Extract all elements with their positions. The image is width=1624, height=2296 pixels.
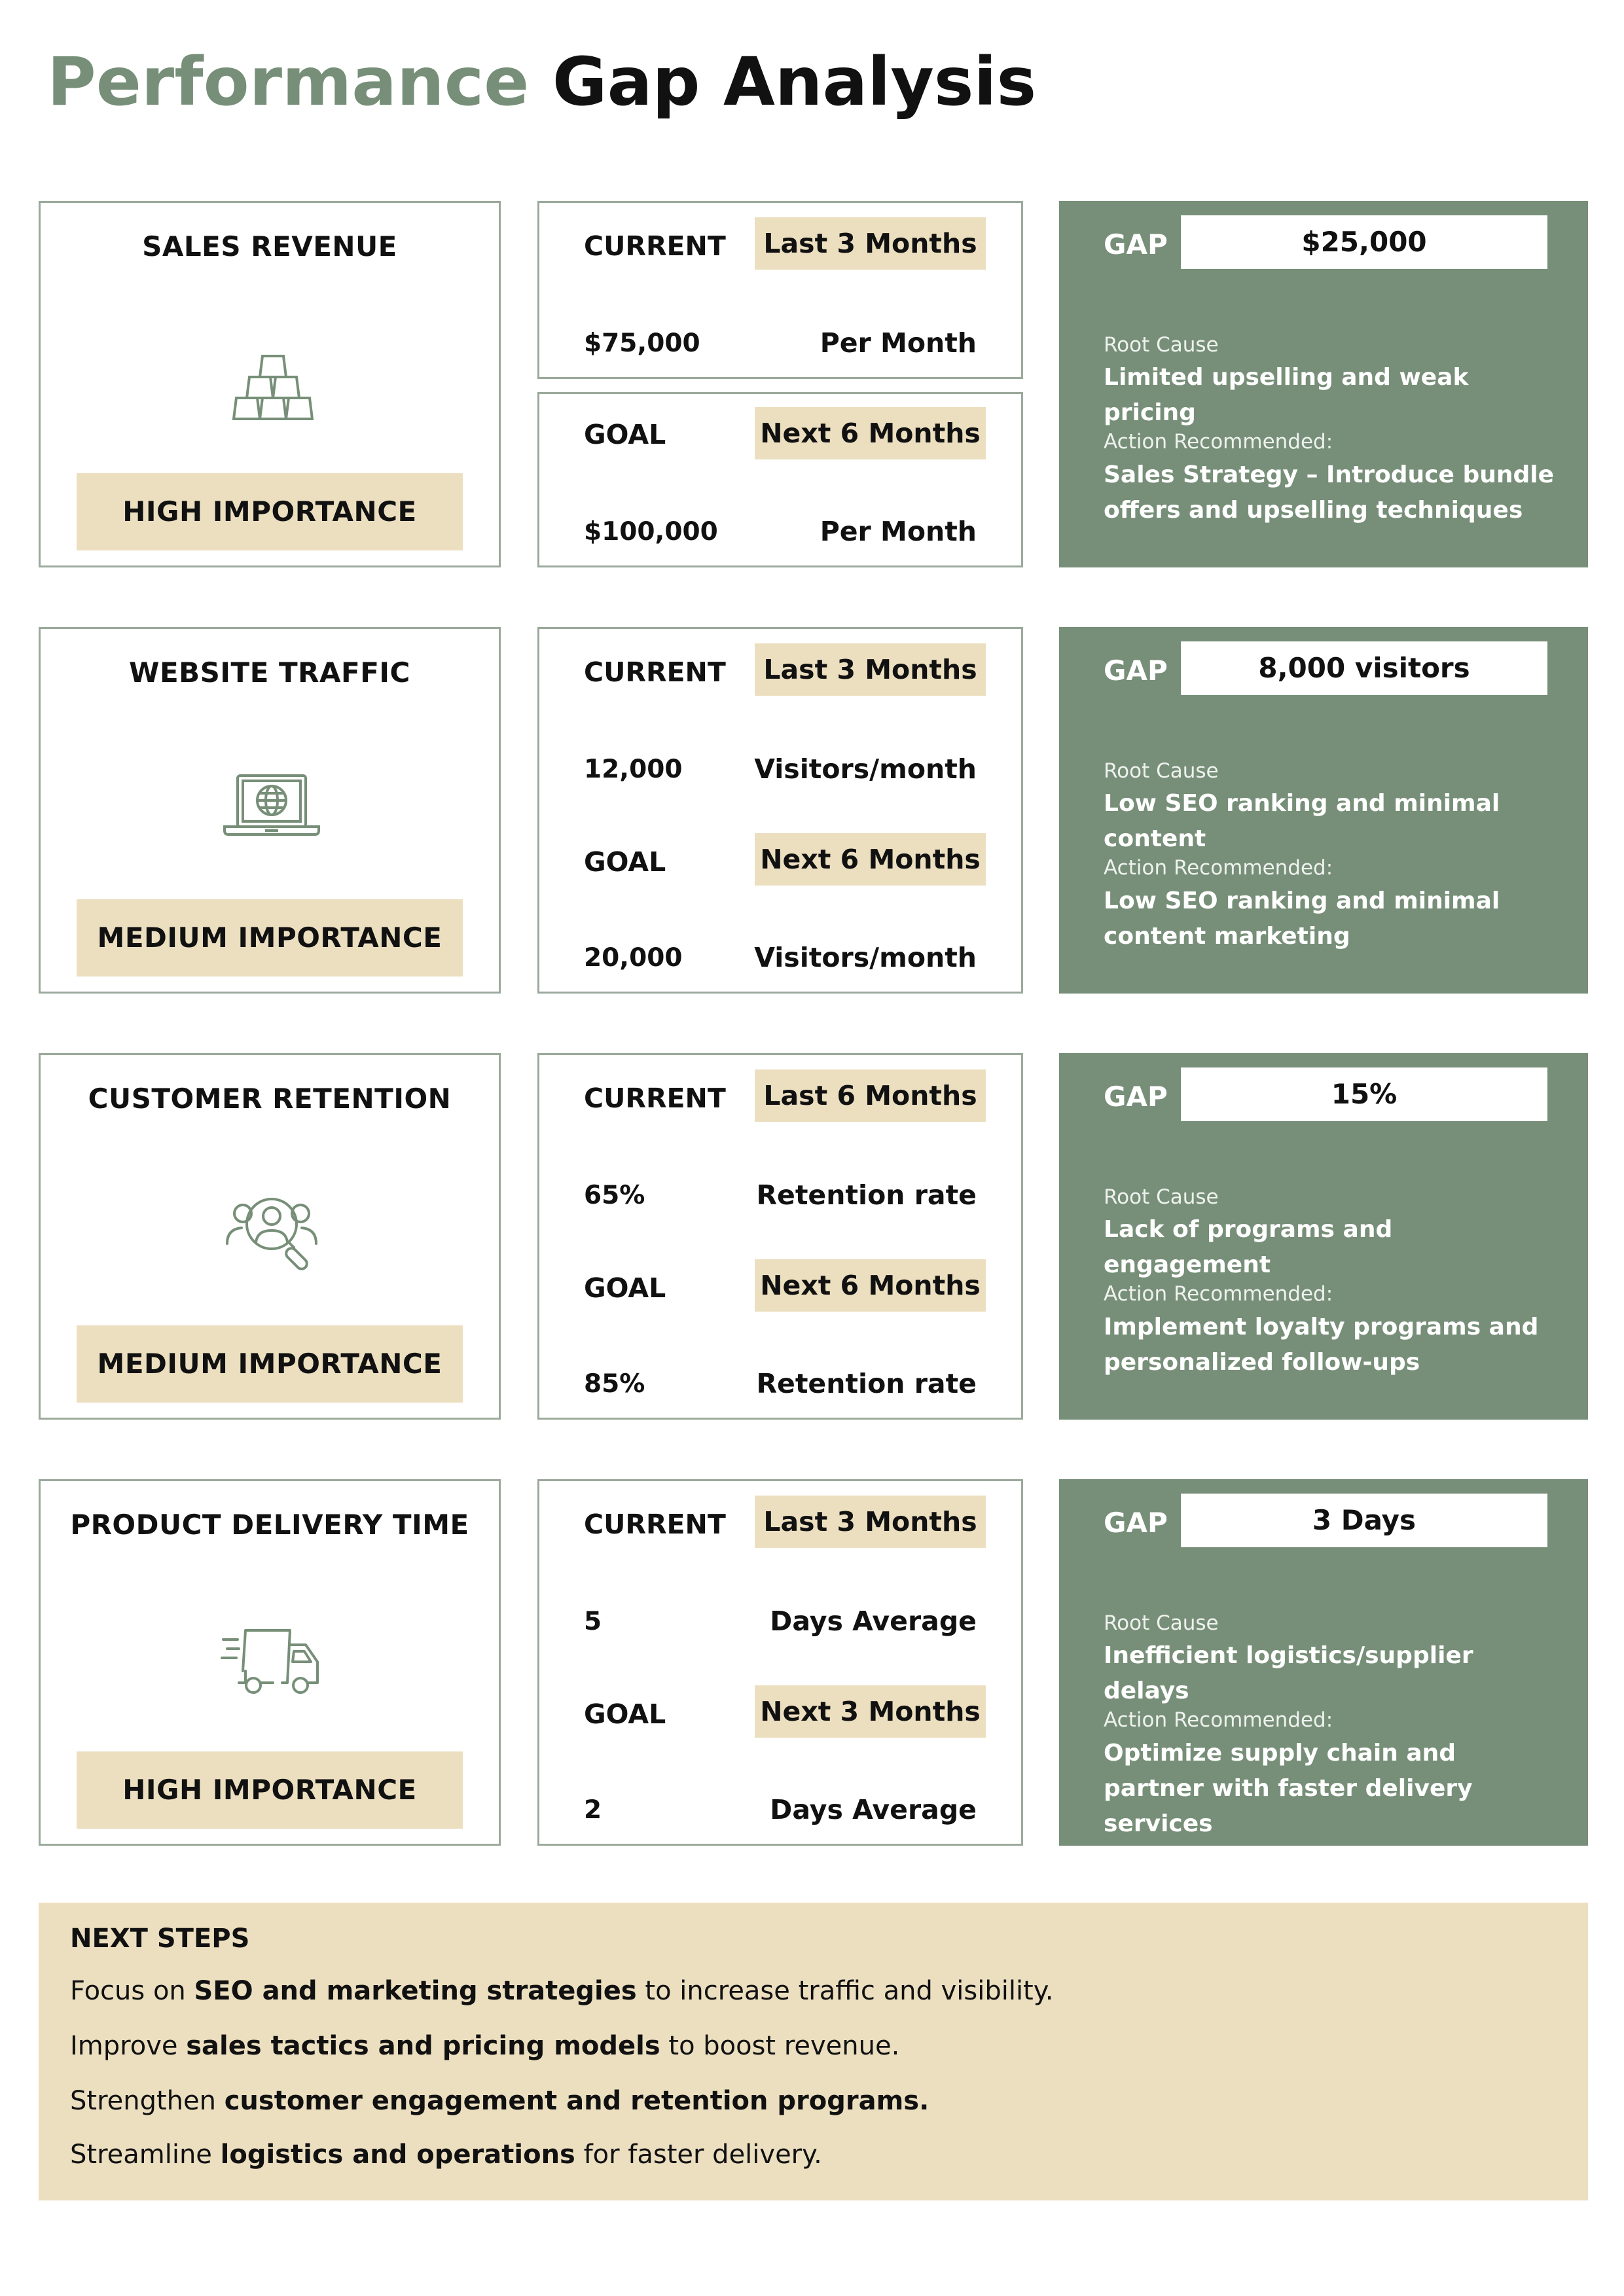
- metric-row-product-delivery: [0, 1479, 1624, 1846]
- gap-card: [1059, 1053, 1588, 1420]
- metric-row-sales-revenue: [0, 201, 1624, 567]
- current-period-tag: Last 3 Months: [755, 217, 986, 270]
- goal-period-tag: Next 6 Months: [755, 407, 986, 459]
- root-cause-text: Inefficient logistics/supplier delays: [1104, 1642, 1473, 1704]
- goal-period-tag: Next 6 Months: [755, 1259, 986, 1312]
- root-cause-label: Root Cause: [1104, 1185, 1219, 1209]
- action-text: Low SEO ranking and minimal content marketing: [1104, 888, 1500, 950]
- next-steps-panel: [39, 1903, 1588, 2200]
- gap-label: GAP: [1104, 1507, 1168, 1539]
- current-period-tag: Last 3 Months: [755, 643, 986, 696]
- next-step-item: [70, 2031, 899, 2061]
- metric-row-customer-retention: [0, 1053, 1624, 1420]
- next-step-emphasis: SEO and marketing strategies: [194, 1976, 637, 2006]
- gold-bars-icon: [219, 327, 324, 432]
- root-cause-text: Limited upselling and weak pricing: [1104, 364, 1469, 426]
- next-step-text: Strengthen: [70, 2086, 225, 2116]
- metric-card: [39, 627, 501, 994]
- next-step-text: Streamline: [70, 2140, 221, 2170]
- page-title: [47, 43, 1036, 121]
- importance-badge: MEDIUM IMPORTANCE: [77, 1325, 463, 1403]
- current-label: CURRENT: [584, 656, 726, 688]
- action-label: Action Recommended:: [1104, 430, 1333, 454]
- laptop-globe-icon: [219, 753, 324, 858]
- metric-card: [39, 1479, 501, 1846]
- importance-badge: MEDIUM IMPORTANCE: [77, 899, 463, 977]
- gap-card: [1059, 627, 1588, 994]
- current-value: $75,000: [584, 329, 700, 358]
- current-goal-card: [537, 1479, 1023, 1846]
- action-label: Action Recommended:: [1104, 1708, 1333, 1732]
- goal-value: 85%: [584, 1369, 645, 1399]
- metric-title: CUSTOMER RETENTION: [88, 1083, 452, 1115]
- next-step-text: Improve: [70, 2031, 187, 2061]
- goal-unit: Visitors/month: [754, 942, 977, 973]
- current-goal-card: [537, 1053, 1023, 1420]
- current-period-tag: Last 6 Months: [755, 1069, 986, 1122]
- action-label: Action Recommended:: [1104, 856, 1333, 880]
- root-cause-text: Low SEO ranking and minimal content: [1104, 790, 1500, 852]
- goal-period-tag: Next 6 Months: [755, 833, 986, 886]
- goal-card: [537, 392, 1023, 567]
- current-value: 5: [584, 1607, 602, 1636]
- gap-value: 15%: [1181, 1067, 1547, 1121]
- next-steps-title: NEXT STEPS: [70, 1924, 250, 1954]
- next-step-item: [70, 2086, 929, 2116]
- goal-label: GOAL: [584, 1272, 666, 1304]
- importance-badge: HIGH IMPORTANCE: [77, 473, 463, 550]
- title-main: Gap Analysis: [552, 43, 1037, 121]
- gap-label: GAP: [1104, 655, 1168, 687]
- goal-label: GOAL: [584, 419, 666, 450]
- goal-label: GOAL: [584, 846, 666, 878]
- next-step-item: [70, 1976, 1053, 2006]
- metric-row-website-traffic: [0, 627, 1624, 994]
- customer-search-icon: [219, 1179, 324, 1284]
- current-period-tag: Last 3 Months: [755, 1496, 986, 1548]
- metric-title: WEBSITE TRAFFIC: [129, 656, 410, 689]
- metric-card: [39, 201, 501, 567]
- action-text: Implement loyalty programs and personalized follow-ups: [1104, 1314, 1539, 1376]
- next-step-text: Focus on: [70, 1976, 194, 2006]
- gap-value: 3 Days: [1181, 1494, 1547, 1547]
- current-label: CURRENT: [584, 1509, 726, 1540]
- next-step-emphasis: customer engagement and retention programs.: [224, 2086, 929, 2116]
- current-unit: Retention rate: [756, 1179, 977, 1211]
- current-value: 12,000: [584, 755, 683, 784]
- gap-card: [1059, 201, 1588, 567]
- action-label: Action Recommended:: [1104, 1282, 1333, 1306]
- next-step-text: to boost revenue.: [660, 2031, 900, 2061]
- current-label: CURRENT: [584, 1083, 726, 1114]
- goal-unit: Retention rate: [756, 1368, 977, 1399]
- gap-card: [1059, 1479, 1588, 1846]
- goal-value: 2: [584, 1795, 602, 1825]
- metric-title: SALES REVENUE: [142, 230, 397, 262]
- metric-card: [39, 1053, 501, 1420]
- goal-unit: Days Average: [770, 1794, 977, 1825]
- root-cause-label: Root Cause: [1104, 759, 1219, 783]
- next-step-emphasis: sales tactics and pricing models: [186, 2031, 660, 2061]
- root-cause-label: Root Cause: [1104, 333, 1219, 357]
- current-unit: Per Month: [820, 327, 977, 359]
- root-cause-text: Lack of programs and engagement: [1104, 1216, 1393, 1278]
- gap-label: GAP: [1104, 228, 1168, 260]
- current-goal-card: [537, 627, 1023, 994]
- title-accent: Performance: [47, 43, 530, 121]
- goal-unit: Per Month: [820, 516, 977, 547]
- current-unit: Days Average: [770, 1605, 977, 1637]
- next-step-item: [70, 2140, 822, 2170]
- current-label: CURRENT: [584, 230, 726, 262]
- action-text: Optimize supply chain and partner with faster delivery services: [1104, 1740, 1473, 1837]
- goal-value: 20,000: [584, 943, 683, 973]
- next-step-text: for faster delivery.: [575, 2140, 822, 2170]
- goal-label: GOAL: [584, 1698, 666, 1730]
- next-step-emphasis: logistics and operations: [220, 2140, 575, 2170]
- goal-value: $100,000: [584, 517, 718, 547]
- gap-value: $25,000: [1181, 215, 1547, 269]
- metric-title: PRODUCT DELIVERY TIME: [70, 1509, 469, 1541]
- current-value: 65%: [584, 1181, 645, 1210]
- gap-value: 8,000 visitors: [1181, 641, 1547, 695]
- current-unit: Visitors/month: [754, 753, 977, 785]
- current-card: [537, 201, 1023, 379]
- action-text: Sales Strategy – Introduce bundle offers and upselling techniques: [1104, 461, 1555, 524]
- delivery-truck-icon: [219, 1605, 324, 1710]
- root-cause-label: Root Cause: [1104, 1611, 1219, 1635]
- importance-badge: HIGH IMPORTANCE: [77, 1751, 463, 1829]
- gap-label: GAP: [1104, 1081, 1168, 1113]
- goal-period-tag: Next 3 Months: [755, 1685, 986, 1738]
- next-step-text: to increase traffic and visibility.: [636, 1976, 1054, 2006]
